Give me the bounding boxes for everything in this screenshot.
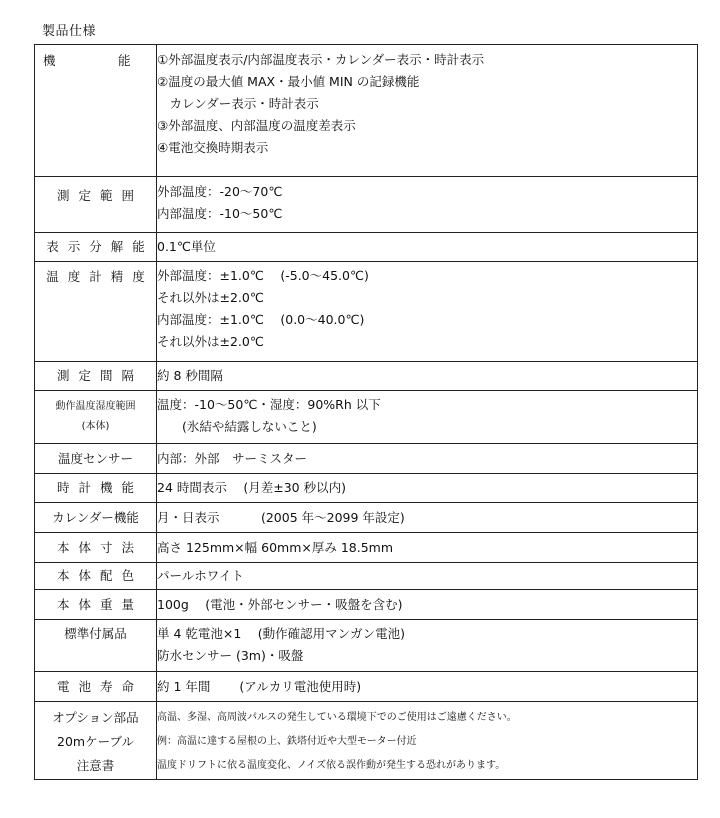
row-label-text: 本体重量 [56,597,143,612]
row-value [157,233,698,262]
row-value [157,177,698,233]
row-label-text: 機 能 [43,53,131,68]
value-line: 高温、多湿、高周波パルスの発生している環境下でのご使用はご遠慮ください。 [157,712,517,723]
row-label [35,702,157,780]
table-row [35,444,698,474]
row-label-text: オプション部品 [52,710,139,725]
row-label [35,177,157,233]
row-label-text: 標準付属品 [64,626,127,641]
value-line: 内部温度：-10～50℃ [157,206,283,221]
value-line: カレンダー表示・時計表示 [157,96,319,111]
row-label-text: 表示分解能 [46,239,154,254]
value-line: ②温度の最大値 MAX・最小値 MIN の記録機能 [157,74,420,89]
table-row [35,563,698,590]
value-line: パールホワイト [157,568,244,583]
row-value [157,503,698,533]
table-row [35,262,698,362]
row-value [157,474,698,503]
row-label [35,362,157,391]
row-label [35,672,157,702]
table-row [35,590,698,620]
row-label-text: 測定間隔 [56,368,143,383]
row-label-text: 電池寿命 [56,679,143,694]
row-value [157,533,698,563]
table-row [35,474,698,503]
value-line: 100g (電池・外部センサー・吸盤を含む) [157,597,403,612]
row-label-text: カレンダー機能 [52,510,139,525]
row-value [157,45,698,177]
row-label [35,533,157,563]
value-line: 約 1 年間 (アルカリ電池使用時) [157,679,362,694]
row-label-text: 動作温度湿度範囲 [55,401,136,412]
value-line: 内部温度：±1.0℃ (0.0～40.0℃) [157,312,365,327]
row-label-text: 測定範囲 [56,188,143,203]
value-line: 温度ドリフトに依る温度変化、ノイズ依る誤作動が発生する恐れがあります。 [157,760,506,771]
table-row [35,503,698,533]
row-label [35,563,157,590]
row-label [35,391,157,444]
row-value [157,620,698,672]
row-label-text: 本体配色 [56,568,143,583]
spec-table [34,44,698,780]
value-line: 防水センサー (3m)・吸盤 [157,648,304,663]
value-line: 約 8 秒間隔 [157,368,223,383]
row-label [35,620,157,672]
row-label-text: 本体寸法 [56,540,143,555]
table-row [35,45,698,177]
table-row [35,533,698,563]
table-row [35,177,698,233]
value-line: (氷結や結露しないこと) [157,419,317,434]
value-line: 例：高温に達する屋根の上、鉄塔付近や大型モーター付近 [157,736,417,747]
table-row [35,702,698,780]
value-line: 内部：外部 サーミスター [157,451,308,466]
row-value [157,702,698,780]
row-label [35,45,157,177]
row-label [35,444,157,474]
row-label [35,233,157,262]
value-line: ④電池交換時期表示 [157,140,269,155]
row-label [35,262,157,362]
row-value [157,262,698,362]
table-row [35,672,698,702]
value-line: 月・日表示 (2005 年～2099 年設定) [157,510,405,525]
row-label [35,474,157,503]
row-value [157,391,698,444]
table-row [35,391,698,444]
page-title: 製品仕様 [42,24,97,39]
row-label [35,503,157,533]
table-row [35,233,698,262]
row-value [157,444,698,474]
row-value [157,362,698,391]
value-line: 外部温度：-20～70℃ [157,184,283,199]
value-line: それ以外は±2.0℃ [157,290,264,305]
row-label-text: (本体) [81,421,110,432]
value-line: ③外部温度、内部温度の温度差表示 [157,118,356,133]
value-line: 外部温度：±1.0℃ (-5.0～45.0℃) [157,268,369,283]
table-row [35,620,698,672]
row-label-text: 時計機能 [56,480,143,495]
row-value [157,590,698,620]
row-label-text: 注意書 [76,758,115,773]
table-row [35,362,698,391]
row-label-text: 温度計精度 [46,269,154,284]
value-line: 24 時間表示 (月差±30 秒以内) [157,480,346,495]
row-value [157,563,698,590]
value-line: 高さ 125mm×幅 60mm×厚み 18.5mm [157,540,394,555]
value-line: それ以外は±2.0℃ [157,334,264,349]
row-label-text: 温度センサー [57,451,133,466]
value-line: 単 4 乾電池×1 (動作確認用マンガン電池) [157,626,406,641]
value-line: 0.1℃単位 [157,239,216,254]
row-value [157,672,698,702]
row-label [35,590,157,620]
value-line: 温度：-10～50℃・湿度：90%Rh 以下 [157,397,381,412]
value-line: ①外部温度表示/内部温度表示・カレンダー表示・時計表示 [157,52,485,67]
row-label-text: 20mケーブル [57,734,134,749]
